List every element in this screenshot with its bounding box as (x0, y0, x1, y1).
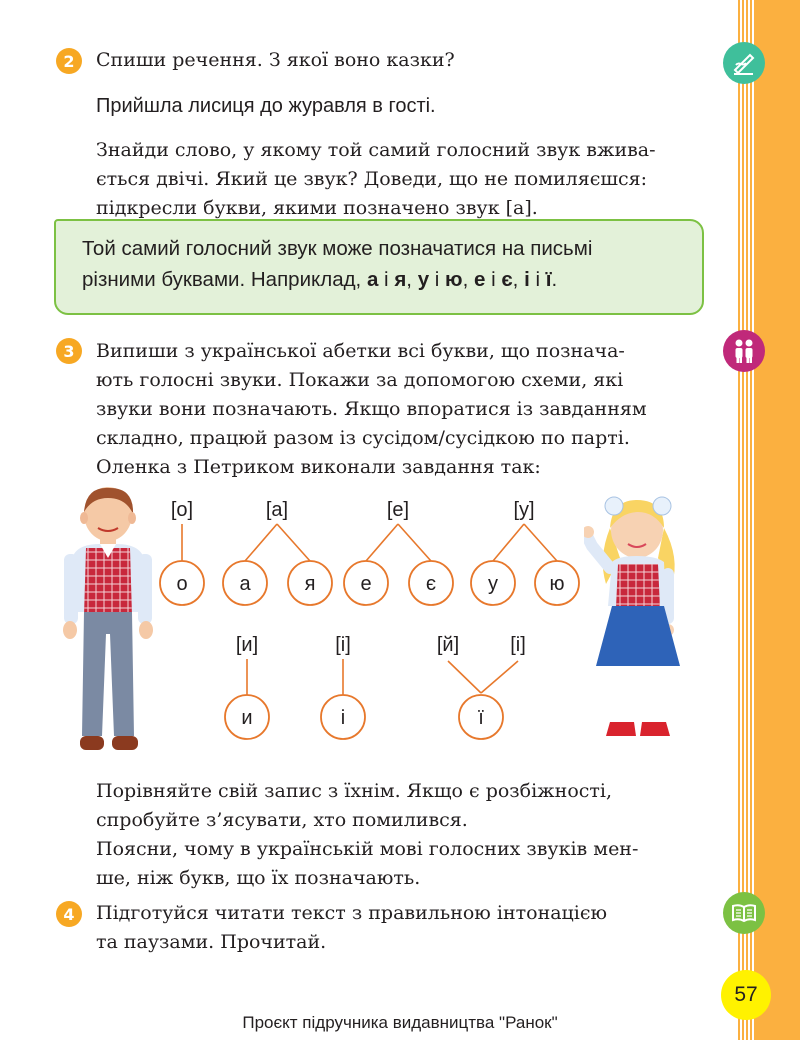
rule-letter: ї (545, 268, 552, 291)
task3-line: складно, працюй разом із сусідом/сусідкою по парті. (96, 427, 630, 449)
rule-letter: ю (445, 268, 463, 291)
rule-separator: , (462, 268, 474, 291)
pencil-hand-icon (723, 42, 765, 84)
rule-letter: а (366, 268, 379, 291)
diagram-connector (481, 661, 518, 693)
sound-label: [о] (170, 499, 194, 521)
letter-label: е (360, 573, 372, 595)
sound-label: [и] (235, 634, 259, 656)
sound-label: [а] (265, 499, 289, 521)
rule-conjunction: і (378, 268, 395, 291)
task3-compare-line: Порівняйте свій запис з їхнім. Якщо є розбіжності, (96, 780, 613, 802)
task2-instruction-line: ється двічі. Який це звук? Доведи, що не помиляєшся: (96, 168, 648, 190)
rule-conjunction: і (529, 268, 546, 291)
rule-text (82, 233, 692, 295)
task3-line: звуки вони позначають. Якщо впоратися із завданням (96, 398, 647, 420)
sound-label: [е] (386, 499, 410, 521)
task3-explain (96, 835, 704, 893)
task-number-badge: 3 (56, 338, 82, 364)
sound-label: [і] (335, 634, 351, 656)
rule-separator: , (406, 268, 418, 291)
letter-label: ю (549, 573, 565, 595)
rule-conjunction: і (485, 268, 502, 291)
footer-note: Проєкт підручника видавництва "Ранок" (242, 1013, 558, 1032)
rule-letter: є (501, 268, 513, 291)
diagram-connector (245, 524, 277, 561)
two-children-icon (723, 330, 765, 372)
diagram-connector (524, 524, 557, 561)
task3-explain-line: Поясни, чому в українській мові голосних звуків мен- (96, 838, 639, 860)
rule-letter: у (417, 268, 430, 291)
task2-instruction-line: підкресли букви, якими позначено звук [а]. (96, 197, 538, 219)
letter-label: и (241, 707, 253, 729)
task3-example-intro: Оленка з Петриком виконали завдання так: (96, 456, 541, 478)
rule-line: Той самий голосний звук може позначатися на письмі (82, 237, 593, 260)
task3-instruction (96, 337, 704, 453)
diagram-connector (493, 524, 524, 561)
task3-compare-line: спробуйте з’ясувати, хто помилився. (96, 809, 468, 831)
sound-label: [й] (436, 634, 460, 656)
task3-line: ють голосні звуки. Покажи за допомогою схеми, які (96, 369, 624, 391)
task3-line: Випиши з української абетки всі букви, що познача- (96, 340, 625, 362)
rule-letter: і (524, 268, 530, 291)
rule-conjunction: і (429, 268, 446, 291)
rule-separator: . (551, 268, 558, 291)
rule-letter-pairs (367, 268, 557, 291)
boy-illustration (60, 484, 156, 756)
letter-label: а (239, 573, 251, 595)
task-number-badge: 4 (56, 901, 82, 927)
task3-explain-line: ше, ніж букв, що їх позначають. (96, 867, 421, 889)
letter-label: є (425, 573, 437, 595)
rule-letter: е (473, 268, 486, 291)
sound-label: [у] (513, 499, 535, 521)
diagram-connector (366, 524, 398, 561)
rule-box (54, 219, 704, 315)
page-number: 57 (721, 970, 771, 1020)
vowel-sound-diagram (150, 492, 590, 752)
task3-compare (96, 777, 704, 835)
rule-line: різними буквами. Наприклад, (82, 268, 367, 291)
task4-line: та паузами. Прочитай. (96, 931, 327, 953)
task2-prompt: Спиши речення. З якої воно казки? (96, 49, 455, 71)
diagram-connector (277, 524, 310, 561)
task2-sentence: Прийшла лисиця до журавля в гості. (96, 95, 436, 117)
diagram-connector (398, 524, 431, 561)
sound-label: [і] (510, 634, 526, 656)
task2-instruction (96, 136, 704, 223)
rule-separator: , (512, 268, 525, 291)
task4-instruction (96, 899, 704, 957)
diagram-connector (448, 661, 481, 693)
letter-label: о (176, 573, 188, 595)
rule-letter: я (394, 268, 407, 291)
task4-line: Підготуйся читати текст з правильною інтонацією (96, 902, 608, 924)
letter-label: я (304, 573, 316, 595)
page-edge-lines (738, 0, 756, 1040)
girl-illustration (584, 488, 696, 754)
open-book-icon (723, 892, 765, 934)
task2-instruction-line: Знайди слово, у якому той самий голосний звук вжива- (96, 139, 656, 161)
letter-label: ї (478, 707, 484, 729)
letter-label: у (488, 573, 498, 595)
letter-label: і (340, 707, 346, 729)
task-number-badge: 2 (56, 48, 82, 74)
